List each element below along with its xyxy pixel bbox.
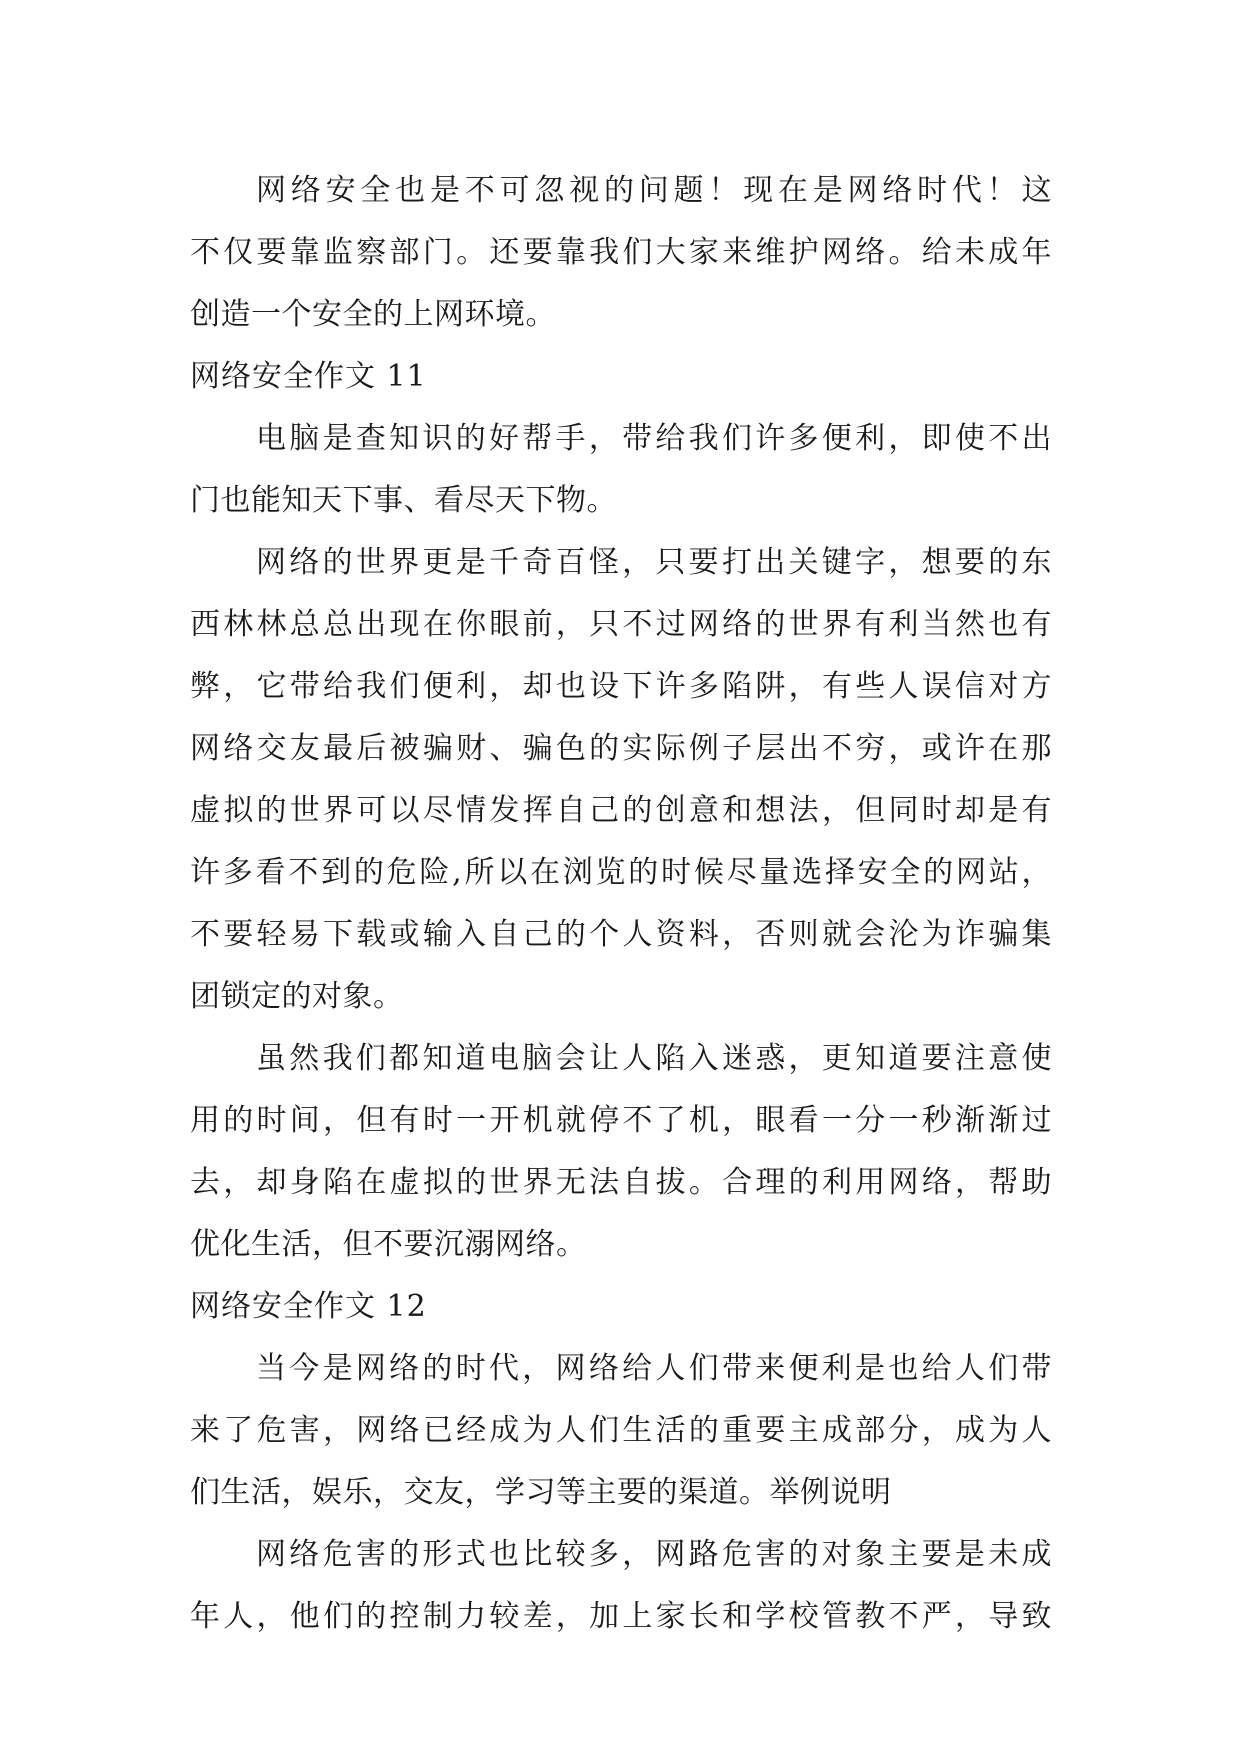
document-body: [190, 160, 1052, 1648]
text-line: 电脑是查知识的好帮手，带给我们许多便利，即使不出: [256, 421, 1052, 456]
text-line: 用的时间，但有时一开机就停不了机，眼看一分一秒渐渐过: [190, 1103, 1052, 1138]
text-line: 门也能知天下事、看尽天下物。: [190, 483, 617, 518]
text-line: 不要轻易下载或输入自己的个人资料，否则就会沦为诈骗集: [190, 917, 1052, 952]
text-line: 虚拟的世界可以尽情发挥自己的创意和想法，但同时却是有: [190, 793, 1052, 828]
text-line: 当今是网络的时代，网络给人们带来便利是也给人们带: [256, 1351, 1052, 1386]
text-line: 许多看不到的危险,所以在浏览的时候尽量选择安全的网站，: [190, 855, 1052, 890]
text-line: 来了危害，网络已经成为人们生活的重要主成部分，成为人: [190, 1413, 1052, 1448]
paragraph: [190, 532, 1052, 1028]
text-line: 网络安全也是不可忽视的问题！现在是网络时代！这: [256, 173, 1052, 208]
text-line: 年人，他们的控制力较差，加上家长和学校管教不严，导致: [190, 1599, 1052, 1634]
text-line: 西林林总总出现在你眼前，只不过网络的世界有利当然也有: [190, 607, 1052, 642]
paragraph: [190, 1524, 1052, 1648]
text-line: 网络交友最后被骗财、骗色的实际例子层出不穷，或许在那: [190, 731, 1052, 766]
paragraph: [190, 408, 1052, 532]
paragraph: [190, 1028, 1052, 1276]
paragraph: [190, 160, 1052, 346]
section-heading: 网络安全作文 12: [190, 1289, 427, 1324]
paragraph: [190, 1338, 1052, 1524]
text-line: 去，却身陷在虚拟的世界无法自拔。合理的利用网络，帮助: [190, 1165, 1052, 1200]
section-heading: 网络安全作文 11: [190, 359, 427, 394]
text-line: 创造一个安全的上网环境。: [190, 297, 556, 332]
text-line: 弊，它带给我们便利，却也设下许多陷阱，有些人误信对方: [190, 669, 1052, 704]
text-line: 们生活，娱乐，交友，学习等主要的渠道。举例说明: [190, 1475, 892, 1510]
text-line: 虽然我们都知道电脑会让人陷入迷惑，更知道要注意使: [256, 1041, 1052, 1076]
text-line: 团锁定的对象。: [190, 979, 404, 1014]
text-line: 优化生活，但不要沉溺网络。: [190, 1227, 587, 1262]
text-line: 网络危害的形式也比较多，网路危害的对象主要是未成: [256, 1537, 1052, 1572]
text-line: 不仅要靠监察部门。还要靠我们大家来维护网络。给未成年: [190, 235, 1052, 270]
text-line: 网络的世界更是千奇百怪，只要打出关键字，想要的东: [256, 545, 1052, 580]
